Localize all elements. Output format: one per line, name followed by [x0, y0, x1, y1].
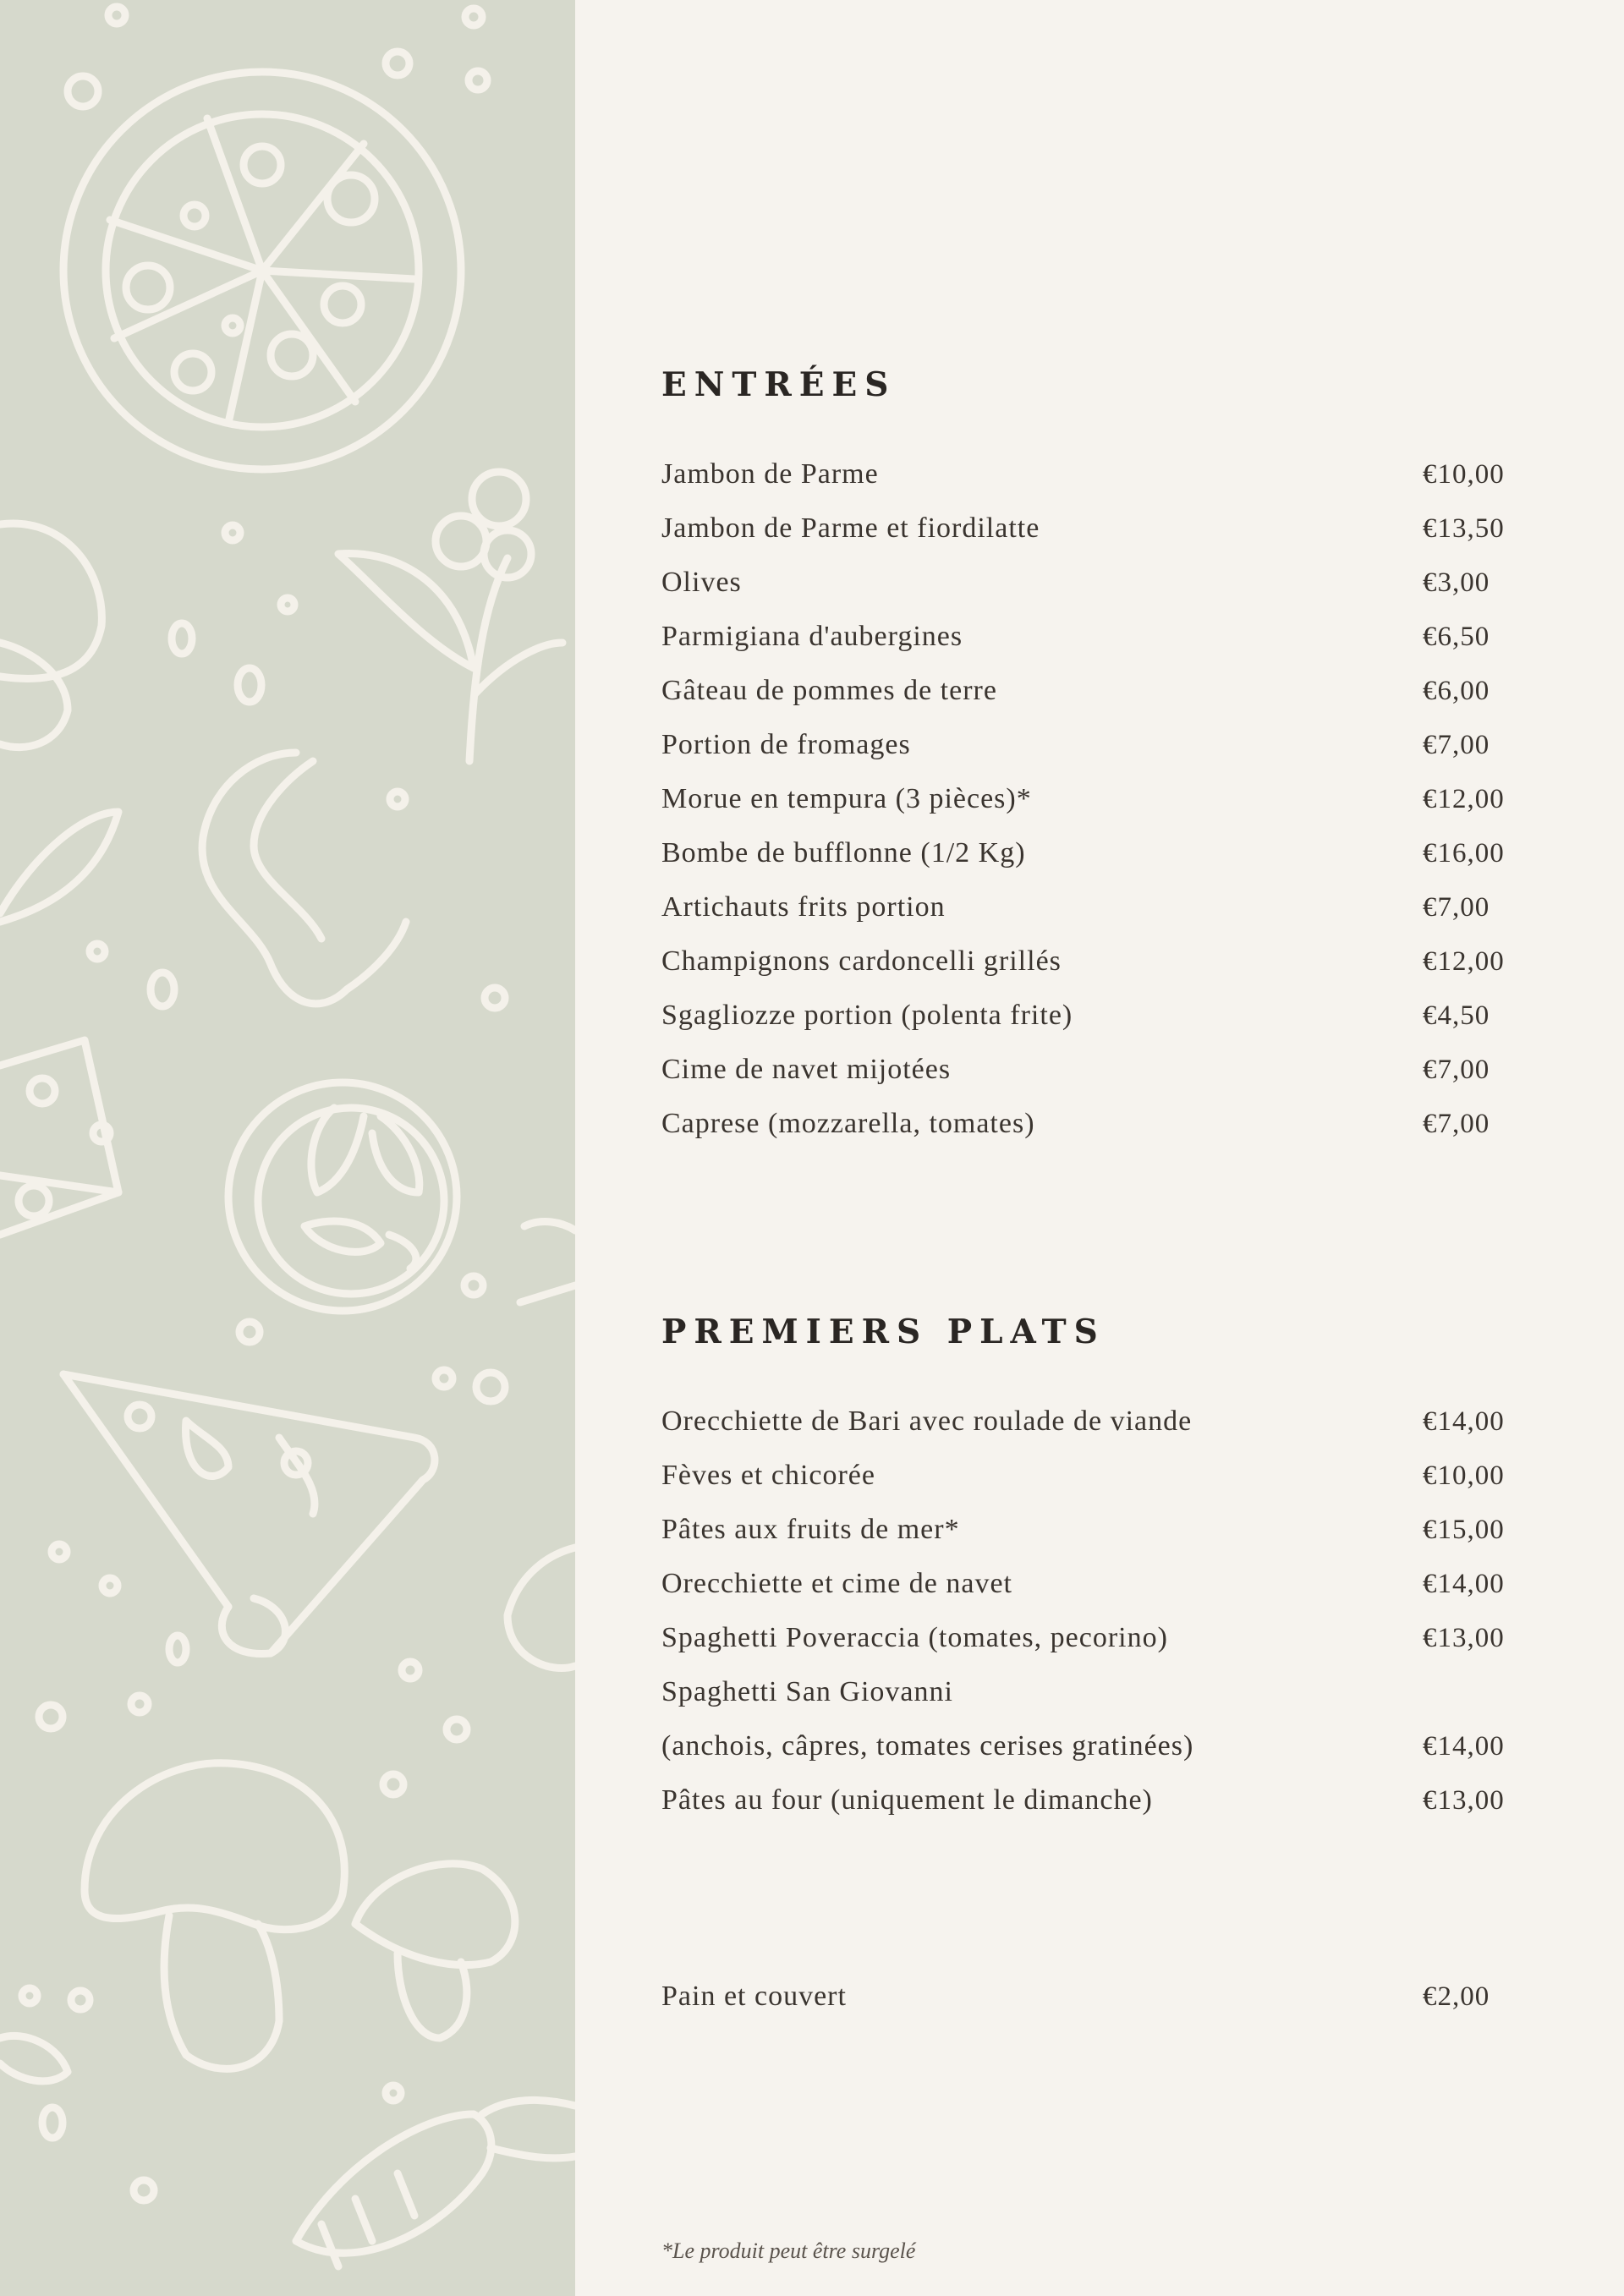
section-title-entrees: ENTRÉES: [661, 365, 897, 404]
menu-item: [661, 1665, 1516, 1719]
olive-branch-icon: [338, 472, 562, 761]
footnote: *Le produit peut être surgelé: [661, 2238, 916, 2263]
section-title-premiers-plats: PREMIERS PLATS: [661, 1312, 1106, 1351]
item-price: €16,00: [1423, 837, 1505, 869]
item-name: Pâtes au four (uniquement le dimanche): [661, 1784, 1153, 1816]
pepper-icon: [296, 2100, 575, 2266]
item-name: Portion de fromages: [661, 729, 911, 760]
item-price: €12,00: [1423, 783, 1505, 814]
item-price: €14,00: [1423, 1730, 1505, 1762]
item-name: Spaghetti Poveraccia (tomates, pecorino): [661, 1622, 1168, 1653]
mushroom-icon: [85, 1763, 515, 2069]
entrees-list: [661, 447, 1516, 1151]
item-name: Spaghetti San Giovanni: [661, 1676, 953, 1707]
menu-item: [661, 664, 1516, 718]
item-price: €7,00: [1423, 1054, 1490, 1085]
menu-item: [661, 934, 1516, 989]
item-price: €14,00: [1423, 1568, 1505, 1599]
item-price: €13,00: [1423, 1622, 1505, 1653]
item-price: €7,00: [1423, 891, 1490, 923]
item-price: €7,00: [1423, 729, 1490, 760]
menu-item: [661, 1043, 1516, 1097]
menu-item: [661, 1449, 1516, 1503]
menu-item: [661, 501, 1516, 556]
item-price: €13,50: [1423, 512, 1505, 544]
menu-item: [661, 1719, 1516, 1773]
item-price: €2,00: [1423, 1981, 1490, 2012]
item-name: Artichauts frits portion: [661, 891, 946, 923]
menu-item: [661, 880, 1516, 934]
item-price: €13,00: [1423, 1784, 1505, 1816]
menu-item-bread-cover: [661, 1970, 1516, 2024]
item-name: Orecchiette de Bari avec roulade de viande: [661, 1406, 1193, 1437]
item-name: Bombe de bufflonne (1/2 Kg): [661, 837, 1026, 869]
item-name: Fèves et chicorée: [661, 1460, 875, 1491]
item-name: Caprese (mozzarella, tomates): [661, 1108, 1035, 1139]
menu-item: [661, 1395, 1516, 1449]
item-name: Orecchiette et cime de navet: [661, 1568, 1012, 1599]
item-price: €6,00: [1423, 675, 1490, 706]
item-name: Olives: [661, 567, 742, 598]
food-doodle-illustration: [0, 0, 575, 2296]
premiers-plats-list: [661, 1395, 1516, 1827]
decorative-side-panel: [0, 0, 575, 2296]
item-name: Gâteau de pommes de terre: [661, 675, 997, 706]
menu-item: [661, 610, 1516, 664]
item-price: €12,00: [1423, 945, 1505, 977]
item-name: Morue en tempura (3 pièces)*: [661, 783, 1032, 814]
item-price: €10,00: [1423, 458, 1505, 490]
item-name: Jambon de Parme et fiordilatte: [661, 512, 1040, 544]
menu-item: [661, 556, 1516, 610]
item-price: €15,00: [1423, 1514, 1505, 1545]
item-price: €6,50: [1423, 621, 1490, 652]
pizza-slice-icon: [63, 1374, 435, 1654]
item-name: Sgagliozze portion (polenta frite): [661, 1000, 1073, 1031]
item-name: Champignons cardoncelli grillés: [661, 945, 1062, 977]
item-price: €3,00: [1423, 567, 1490, 598]
item-name: (anchois, câpres, tomates cerises gratinées): [661, 1730, 1194, 1762]
menu-item: [661, 826, 1516, 880]
tomato-slice-icon: [228, 1082, 457, 1311]
menu-item: [661, 1557, 1516, 1611]
menu-item: [661, 1503, 1516, 1557]
menu-item: [661, 989, 1516, 1043]
menu-item: [661, 1773, 1516, 1827]
menu-item: [661, 1611, 1516, 1665]
cheese-icon: [0, 1040, 118, 1235]
extra-list: [661, 1970, 1516, 2024]
item-name: Cime de navet mijotées: [661, 1054, 952, 1085]
menu-item: [661, 447, 1516, 501]
menu-item: [661, 718, 1516, 772]
menu-item: [661, 1097, 1516, 1151]
item-price: €14,00: [1423, 1406, 1505, 1437]
menu-item: [661, 772, 1516, 826]
item-price: €7,00: [1423, 1108, 1490, 1139]
menu-content: [661, 0, 1516, 2296]
item-name: Jambon de Parme: [661, 458, 879, 490]
item-price: €4,50: [1423, 1000, 1490, 1031]
item-price: €10,00: [1423, 1460, 1505, 1491]
item-name: Pâtes aux fruits de mer*: [661, 1514, 960, 1545]
item-name: Parmigiana d'aubergines: [661, 621, 963, 652]
item-name: Pain et couvert: [661, 1981, 847, 2012]
pizza-icon: [63, 72, 461, 469]
